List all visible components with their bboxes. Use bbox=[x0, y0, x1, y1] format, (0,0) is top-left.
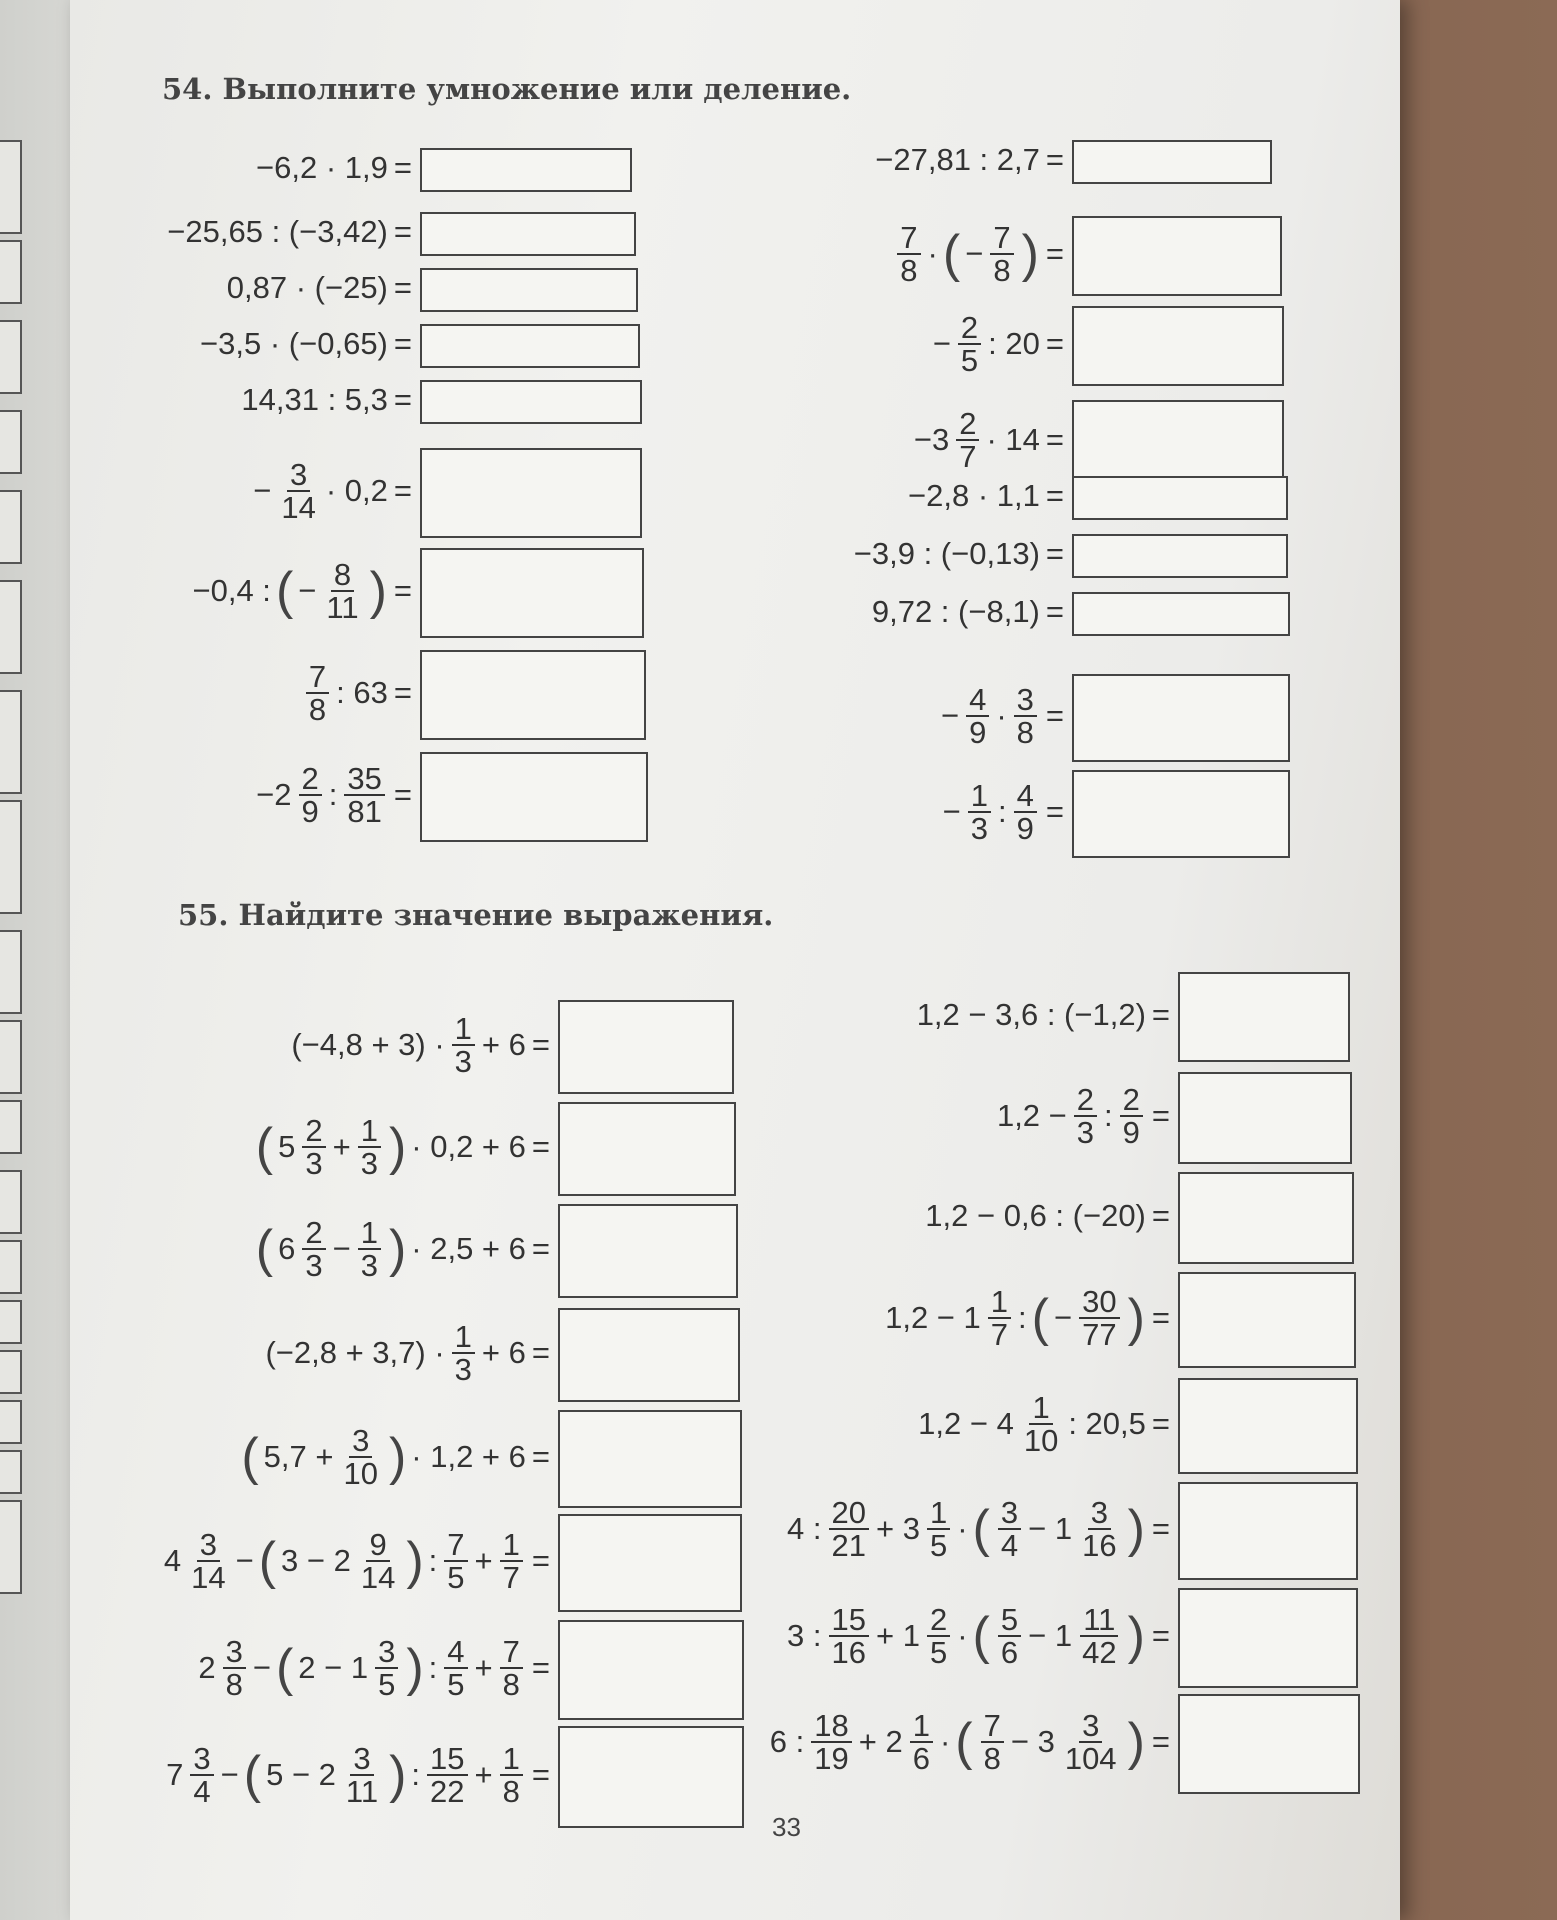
fraction-numerator: 20 bbox=[829, 1497, 869, 1530]
expression-text: −27,81 : 2,7 bbox=[875, 142, 1040, 177]
expression-text: (−4,8 + 3) · bbox=[291, 1027, 445, 1062]
expression-text: −2 bbox=[256, 777, 292, 812]
fraction-numerator: 1 bbox=[500, 1529, 523, 1562]
ex54-right-expression-9 bbox=[0, 772, 1064, 852]
fraction-denominator: 14 bbox=[360, 1560, 396, 1595]
expression-text: − bbox=[942, 794, 961, 829]
fraction-denominator: 5 bbox=[929, 1528, 948, 1563]
ex55-right-expression-2 bbox=[0, 1076, 1170, 1156]
fraction bbox=[998, 1497, 1021, 1561]
expression-text: 5,7 + bbox=[263, 1439, 334, 1474]
fraction-numerator: 4 bbox=[444, 1636, 467, 1669]
expression-text: · 0,2 + 6 bbox=[411, 1129, 526, 1164]
expression-text: + 3 bbox=[875, 1511, 920, 1546]
fraction-denominator: 8 bbox=[983, 1741, 1001, 1776]
equals-sign: = bbox=[393, 214, 412, 249]
bracket: ) bbox=[1021, 225, 1039, 283]
equals-sign: = bbox=[1045, 536, 1064, 571]
fraction-numerator: 3 bbox=[1014, 684, 1037, 717]
fraction-denominator: 8 bbox=[225, 1667, 243, 1702]
fraction-numerator: 1 bbox=[1029, 1392, 1052, 1425]
answer-box[interactable] bbox=[1178, 1482, 1358, 1580]
expression-text: − 3 bbox=[1010, 1724, 1055, 1759]
fraction-numerator: 1 bbox=[452, 1321, 475, 1354]
expression-text: · 1,2 + 6 bbox=[411, 1439, 526, 1474]
expression-text: 6 bbox=[278, 1231, 296, 1266]
expression-text: −2,8 · 1,1 bbox=[908, 478, 1040, 513]
expression-text: · bbox=[957, 1511, 968, 1546]
ex54-right-expression-7 bbox=[0, 572, 1064, 652]
task-55-title: 55. Найдите значение выражения. bbox=[178, 898, 774, 932]
expression-text: 6 : bbox=[769, 1724, 805, 1759]
fraction-denominator: 3 bbox=[454, 1044, 472, 1079]
answer-box[interactable] bbox=[1072, 306, 1284, 386]
fraction-numerator: 4 bbox=[966, 684, 989, 717]
fraction-denominator: 9 bbox=[301, 794, 319, 829]
expression-text: 2 − 1 bbox=[298, 1650, 369, 1685]
fraction bbox=[1062, 1710, 1120, 1774]
fraction-denominator: 3 bbox=[360, 1146, 378, 1181]
bracket: ( bbox=[972, 1607, 990, 1665]
fraction-denominator: 6 bbox=[1000, 1635, 1019, 1670]
bracket: ) bbox=[406, 1639, 424, 1697]
fraction bbox=[1014, 684, 1037, 748]
expression-text: −3 bbox=[913, 422, 950, 457]
fraction bbox=[811, 1710, 851, 1774]
equals-sign: = bbox=[1045, 326, 1064, 361]
expression-text: −0,4 : bbox=[192, 573, 271, 608]
answer-box[interactable] bbox=[1072, 534, 1288, 578]
answer-box[interactable] bbox=[1072, 674, 1290, 762]
bracket: ) bbox=[388, 1220, 407, 1278]
fraction-denominator: 7 bbox=[959, 439, 977, 474]
fraction-denominator: 9 bbox=[1122, 1115, 1140, 1150]
equals-sign: = bbox=[393, 270, 412, 305]
equals-sign: = bbox=[1045, 698, 1064, 733]
bracket: ( bbox=[972, 1500, 990, 1558]
fraction-numerator: 3 bbox=[287, 459, 310, 492]
equals-sign: = bbox=[393, 675, 412, 710]
equals-sign: = bbox=[1151, 1098, 1170, 1133]
expression-text: 7 bbox=[166, 1757, 184, 1792]
expression-text: : 20 bbox=[988, 326, 1040, 361]
equals-sign: = bbox=[1151, 997, 1170, 1032]
expression-text: 1,2 − 0,6 : (−20) bbox=[925, 1198, 1146, 1233]
fraction bbox=[958, 312, 981, 376]
equals-sign: = bbox=[1045, 422, 1064, 457]
fraction-numerator: 1 bbox=[927, 1497, 950, 1530]
fraction bbox=[990, 222, 1013, 286]
page-number: 33 bbox=[772, 1812, 801, 1842]
expression-text: − bbox=[1053, 1300, 1073, 1335]
fraction-denominator: 16 bbox=[831, 1635, 866, 1670]
fraction-denominator: 5 bbox=[929, 1635, 948, 1670]
fraction-numerator: 1 bbox=[988, 1286, 1011, 1319]
fraction bbox=[998, 1604, 1021, 1668]
fraction bbox=[966, 684, 989, 748]
equals-sign: = bbox=[1151, 1724, 1170, 1759]
expression-text: − bbox=[252, 1650, 271, 1685]
expression-text: 1,2 − 4 bbox=[918, 1406, 1014, 1441]
expression-text: −6,2 · 1,9 bbox=[256, 150, 388, 185]
equals-sign: = bbox=[1151, 1511, 1170, 1546]
fraction-denominator: 7 bbox=[502, 1560, 520, 1595]
expression-text: − bbox=[235, 1543, 254, 1578]
fraction-numerator: 1 bbox=[358, 1217, 381, 1250]
ex55-right-expression-1 bbox=[0, 975, 1170, 1055]
fraction-numerator: 3 bbox=[1079, 1710, 1102, 1743]
fraction-numerator: 1 bbox=[358, 1115, 381, 1148]
ex54-right-expression-3 bbox=[0, 304, 1064, 384]
fraction bbox=[1014, 780, 1037, 844]
fraction-denominator: 7 bbox=[990, 1317, 1009, 1352]
expression-text: : bbox=[328, 777, 338, 812]
fraction-numerator: 2 bbox=[956, 408, 979, 441]
bracket: ) bbox=[388, 1428, 407, 1486]
fraction-numerator: 3 bbox=[223, 1636, 246, 1669]
fraction-numerator: 7 bbox=[897, 222, 920, 255]
expression-text: −3,9 : (−0,13) bbox=[853, 536, 1040, 571]
fraction-numerator: 1 bbox=[500, 1743, 523, 1776]
expression-text: : bbox=[428, 1543, 438, 1578]
expression-text: · 0,2 bbox=[325, 473, 388, 508]
expression-text: · 14 bbox=[986, 422, 1040, 457]
bracket: ( bbox=[255, 1118, 274, 1176]
fraction bbox=[1079, 1497, 1119, 1561]
fraction-numerator: 11 bbox=[1080, 1604, 1118, 1637]
fraction-denominator: 77 bbox=[1082, 1317, 1117, 1352]
expression-text: + 6 bbox=[481, 1027, 526, 1062]
fraction-numerator: 8 bbox=[331, 559, 354, 592]
fraction-denominator: 14 bbox=[191, 1560, 226, 1595]
fraction-numerator: 9 bbox=[366, 1529, 389, 1562]
fraction bbox=[1021, 1392, 1061, 1456]
expression-text: + bbox=[474, 1650, 493, 1685]
fraction-denominator: 19 bbox=[814, 1741, 849, 1776]
equals-sign: = bbox=[393, 326, 412, 361]
expression-text: + 2 bbox=[858, 1724, 903, 1759]
expression-text: 5 − 2 bbox=[266, 1757, 336, 1792]
expression-text: + bbox=[332, 1129, 351, 1164]
ex55-right-expression-5 bbox=[0, 1384, 1170, 1464]
fraction-numerator: 15 bbox=[829, 1604, 869, 1637]
bracket: ) bbox=[1127, 1713, 1145, 1771]
fraction-numerator: 3 bbox=[350, 1743, 373, 1776]
fraction-denominator: 3 bbox=[970, 811, 989, 846]
fraction-numerator: 2 bbox=[1074, 1084, 1097, 1117]
answer-box[interactable] bbox=[1072, 770, 1290, 858]
fraction-denominator: 9 bbox=[1016, 811, 1034, 846]
answer-box[interactable] bbox=[1178, 1694, 1360, 1794]
fraction-numerator: 2 bbox=[299, 763, 322, 796]
fraction-numerator: 3 bbox=[375, 1636, 398, 1669]
fraction-numerator: 7 bbox=[990, 222, 1013, 255]
expression-text: − 1 bbox=[1028, 1618, 1073, 1653]
expression-text: 3 − 2 bbox=[281, 1543, 351, 1578]
fraction bbox=[1074, 1084, 1097, 1148]
fraction-denominator: 21 bbox=[831, 1528, 866, 1563]
fraction-numerator: 4 bbox=[1014, 780, 1037, 813]
answer-box[interactable] bbox=[1072, 140, 1272, 184]
answer-box[interactable] bbox=[1178, 1172, 1354, 1264]
bracket: ) bbox=[406, 1532, 424, 1590]
fraction-numerator: 2 bbox=[302, 1217, 325, 1250]
bracket: ) bbox=[369, 562, 387, 620]
fraction-numerator: 3 bbox=[197, 1529, 220, 1562]
expression-text: 9,72 : (−8,1) bbox=[871, 594, 1040, 629]
expression-text: : bbox=[411, 1757, 421, 1792]
fraction-denominator: 8 bbox=[502, 1667, 520, 1702]
expression-text: − bbox=[965, 236, 984, 271]
fraction-numerator: 1 bbox=[910, 1710, 933, 1743]
bracket: ( bbox=[942, 225, 961, 283]
expression-text: − bbox=[253, 473, 272, 508]
fraction-denominator: 22 bbox=[430, 1774, 465, 1809]
bracket: ( bbox=[255, 1220, 274, 1278]
expression-text: (−2,8 + 3,7) · bbox=[265, 1335, 445, 1370]
fraction-denominator: 5 bbox=[447, 1560, 465, 1595]
expression-text: − bbox=[332, 1231, 351, 1266]
ex55-right-expression-4 bbox=[0, 1278, 1170, 1358]
task-54-title: 54. Выполните умножение или деление. bbox=[162, 72, 852, 106]
expression-text: + 1 bbox=[875, 1618, 920, 1653]
fraction bbox=[1120, 1084, 1143, 1148]
fraction-denominator: 5 bbox=[447, 1667, 465, 1702]
expression-text: 0,87 · (−25) bbox=[226, 270, 388, 305]
expression-text: 4 : bbox=[787, 1511, 822, 1546]
fraction-numerator: 1 bbox=[452, 1013, 475, 1046]
fraction-numerator: 35 bbox=[344, 763, 384, 796]
fraction-denominator: 4 bbox=[1000, 1528, 1019, 1563]
bracket: ( bbox=[258, 1532, 277, 1590]
fraction-numerator: 3 bbox=[998, 1497, 1021, 1530]
fraction-denominator: 4 bbox=[193, 1774, 211, 1809]
expression-text: 5 bbox=[278, 1129, 296, 1164]
bracket: ( bbox=[1031, 1289, 1049, 1347]
fraction-denominator: 5 bbox=[378, 1667, 396, 1702]
equals-sign: = bbox=[1045, 142, 1064, 177]
expression-text: : bbox=[998, 794, 1007, 829]
answer-box[interactable] bbox=[1178, 1072, 1352, 1164]
expression-text: − bbox=[298, 573, 317, 608]
fraction-denominator: 8 bbox=[900, 253, 918, 288]
fraction-denominator: 8 bbox=[1016, 715, 1034, 750]
expression-text: − bbox=[940, 698, 960, 733]
equals-sign: = bbox=[1151, 1300, 1170, 1335]
fraction-denominator: 3 bbox=[305, 1146, 323, 1181]
equals-sign: = bbox=[531, 1543, 550, 1578]
expression-text: −3,5 · (−0,65) bbox=[200, 326, 388, 361]
expression-text: · bbox=[939, 1724, 951, 1759]
expression-text: · bbox=[927, 236, 938, 271]
bracket: ) bbox=[1127, 1289, 1145, 1347]
expression-text: · bbox=[996, 698, 1007, 733]
fraction-numerator: 3 bbox=[1088, 1497, 1111, 1530]
fraction-numerator: 2 bbox=[958, 312, 981, 345]
expression-text: + bbox=[474, 1543, 493, 1578]
fraction-denominator: 16 bbox=[1082, 1528, 1117, 1563]
equals-sign: = bbox=[393, 150, 412, 185]
fraction-denominator: 14 bbox=[281, 490, 316, 525]
equals-sign: = bbox=[531, 1231, 550, 1266]
bracket: ( bbox=[241, 1428, 259, 1486]
expression-text: · bbox=[957, 1618, 968, 1653]
fraction-numerator: 30 bbox=[1079, 1286, 1119, 1319]
bracket: ( bbox=[275, 1639, 294, 1697]
equals-sign: = bbox=[1045, 594, 1064, 629]
equals-sign: = bbox=[1151, 1618, 1170, 1653]
fraction-denominator: 10 bbox=[1023, 1423, 1059, 1458]
expression-text: : bbox=[1104, 1098, 1113, 1133]
fraction-denominator: 3 bbox=[360, 1248, 378, 1283]
bracket: ) bbox=[1127, 1607, 1145, 1665]
ex55-right-expression-3 bbox=[0, 1176, 1170, 1256]
equals-sign: = bbox=[1151, 1406, 1170, 1441]
expression-text: + 6 bbox=[481, 1335, 526, 1370]
fraction bbox=[1079, 1286, 1119, 1350]
fraction bbox=[988, 1286, 1011, 1350]
bracket: ( bbox=[955, 1713, 973, 1771]
expression-text: 2 bbox=[198, 1650, 216, 1685]
fraction-numerator: 7 bbox=[981, 1710, 1004, 1743]
expression-text: 1,2 − bbox=[996, 1098, 1067, 1133]
ex54-right-expression-8 bbox=[0, 676, 1064, 756]
fraction-numerator: 18 bbox=[811, 1710, 851, 1743]
bracket: ( bbox=[275, 562, 294, 620]
expression-text: : 20,5 bbox=[1068, 1406, 1146, 1441]
expression-text: 3 : bbox=[787, 1618, 822, 1653]
ex54-right-expression-2 bbox=[0, 214, 1064, 294]
fraction-numerator: 3 bbox=[190, 1743, 213, 1776]
expression-text: 1,2 − 1 bbox=[885, 1300, 981, 1335]
expression-text: −25,65 : (−3,42) bbox=[167, 214, 388, 249]
fraction-denominator: 8 bbox=[308, 692, 327, 727]
fraction-denominator: 8 bbox=[502, 1774, 520, 1809]
fraction-denominator: 3 bbox=[305, 1248, 323, 1283]
fraction bbox=[829, 1497, 869, 1561]
expression-text: − bbox=[220, 1757, 239, 1792]
expression-text: 1,2 − 3,6 : (−1,2) bbox=[916, 997, 1146, 1032]
fraction-numerator: 15 bbox=[427, 1743, 467, 1776]
fraction-denominator: 11 bbox=[326, 590, 359, 625]
fraction-denominator: 42 bbox=[1082, 1635, 1117, 1670]
expression-text: : bbox=[1018, 1300, 1027, 1335]
answer-box[interactable] bbox=[1072, 400, 1284, 484]
expression-text: − bbox=[932, 326, 951, 361]
equals-sign: = bbox=[1151, 1198, 1170, 1233]
fraction-denominator: 104 bbox=[1064, 1741, 1117, 1776]
fraction bbox=[981, 1710, 1004, 1774]
equals-sign: = bbox=[1045, 236, 1064, 271]
fraction bbox=[927, 1497, 950, 1561]
fraction bbox=[910, 1710, 933, 1774]
fraction-denominator: 3 bbox=[1076, 1115, 1095, 1150]
fraction-denominator: 9 bbox=[969, 715, 987, 750]
fraction-numerator: 3 bbox=[349, 1425, 372, 1458]
equals-sign: = bbox=[531, 1335, 550, 1370]
fraction-numerator: 2 bbox=[927, 1604, 950, 1637]
equals-sign: = bbox=[393, 573, 412, 608]
fraction-denominator: 6 bbox=[912, 1741, 930, 1776]
fraction-numerator: 7 bbox=[500, 1636, 523, 1669]
answer-box[interactable] bbox=[1178, 972, 1350, 1062]
equals-sign: = bbox=[1045, 478, 1064, 513]
expression-text: : bbox=[428, 1650, 438, 1685]
expression-text: · 2,5 + 6 bbox=[411, 1231, 526, 1266]
ex55-right-expression-7 bbox=[0, 1596, 1170, 1676]
fraction-numerator: 2 bbox=[302, 1115, 325, 1148]
answer-box[interactable] bbox=[1178, 1588, 1358, 1688]
answer-box[interactable] bbox=[1072, 216, 1282, 296]
expression-text: + bbox=[474, 1757, 493, 1792]
equals-sign: = bbox=[393, 382, 412, 417]
fraction-denominator: 10 bbox=[343, 1456, 378, 1491]
equals-sign: = bbox=[1045, 794, 1064, 829]
fraction bbox=[1079, 1604, 1119, 1668]
equals-sign: = bbox=[531, 1439, 550, 1474]
equals-sign: = bbox=[531, 1129, 550, 1164]
answer-box[interactable] bbox=[1178, 1378, 1358, 1474]
expression-text: 14,31 : 5,3 bbox=[241, 382, 388, 417]
expression-text: − 1 bbox=[1028, 1511, 1073, 1546]
answer-box[interactable] bbox=[1178, 1272, 1356, 1368]
expression-text: : 63 bbox=[336, 675, 388, 710]
fraction-denominator: 5 bbox=[960, 343, 979, 378]
bracket: ) bbox=[388, 1118, 407, 1176]
fraction-denominator: 8 bbox=[993, 253, 1011, 288]
equals-sign: = bbox=[393, 473, 412, 508]
bracket: ( bbox=[243, 1746, 262, 1804]
ex55-right-expression-8 bbox=[0, 1702, 1170, 1782]
fraction-numerator: 1 bbox=[968, 780, 991, 813]
answer-box[interactable] bbox=[1072, 592, 1290, 636]
fraction bbox=[968, 780, 991, 844]
fraction-numerator: 7 bbox=[444, 1529, 467, 1562]
bracket: ) bbox=[1127, 1500, 1145, 1558]
equals-sign: = bbox=[531, 1027, 550, 1062]
fraction-numerator: 5 bbox=[998, 1604, 1021, 1637]
fraction-denominator: 81 bbox=[347, 794, 382, 829]
ex55-right-expression-6 bbox=[0, 1489, 1170, 1569]
fraction bbox=[829, 1604, 869, 1668]
fraction-numerator: 2 bbox=[1120, 1084, 1143, 1117]
fraction bbox=[927, 1604, 950, 1668]
ex54-right-expression-1 bbox=[0, 120, 1064, 200]
equals-sign: = bbox=[393, 777, 412, 812]
fraction-denominator: 11 bbox=[345, 1774, 379, 1809]
fraction-denominator: 3 bbox=[454, 1352, 472, 1387]
fraction-numerator: 7 bbox=[306, 661, 329, 694]
equals-sign: = bbox=[531, 1757, 550, 1792]
bracket: ) bbox=[389, 1746, 407, 1804]
equals-sign: = bbox=[531, 1650, 550, 1685]
fraction bbox=[897, 222, 920, 286]
expression-text: 4 bbox=[163, 1543, 182, 1578]
answer-box[interactable] bbox=[1072, 476, 1288, 520]
